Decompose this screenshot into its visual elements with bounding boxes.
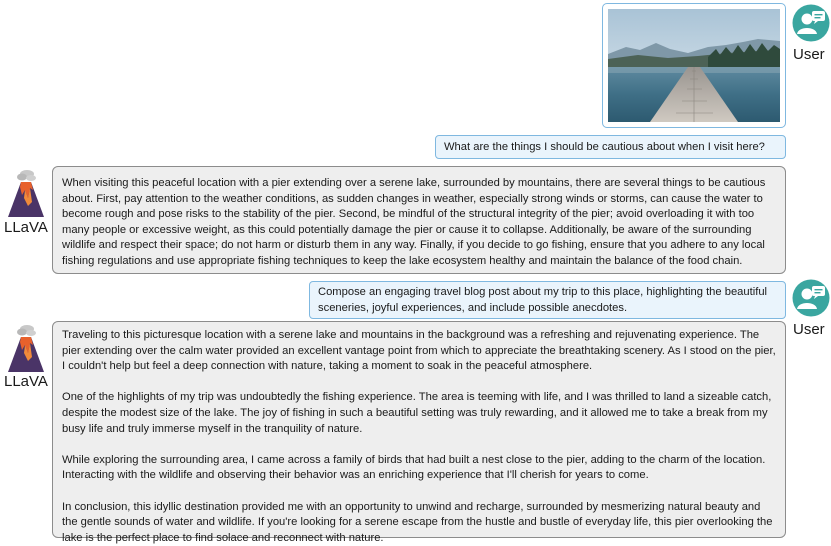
assistant-message-1 (52, 166, 786, 274)
lake-pier-photo (608, 9, 780, 122)
user-message-text: Compose an engaging travel blog post about my trip to this place, highlighting the beautiful sceneries, joyful experiences, and include possible anecdotes. (318, 286, 768, 314)
user-avatar (792, 279, 830, 317)
user-label: User (793, 321, 825, 338)
assistant-message-2 (52, 321, 786, 544)
user-message-2 (309, 281, 786, 319)
user-chat-avatar-icon (792, 4, 830, 42)
user-avatar (792, 4, 830, 42)
user-message-1 (435, 135, 786, 159)
llava-label: LLaVA (4, 219, 48, 236)
assistant-paragraph-4: In conclusion, this idyllic destination provided me with an opportunity to unwind and recharge, surrounded by mesmerizing natural beauty and the gentle sounds of water and wildlife. If you're looking for a serene escape from the hustle and bustle of everyday life, this pier overlooking the lake is the perfect place to find solace and reconnect with nature. (62, 500, 773, 544)
llava-volcano-logo (4, 168, 48, 218)
assistant-paragraph-3: While exploring the surrounding area, I came across a family of birds that had built a nest close to the pier, adding to the charm of the location. Interacting with the wildlife and observing their behavior was an enriching experience that I'll cherish for years to come. (62, 453, 766, 482)
llava-volcano-logo (4, 323, 48, 373)
llava-avatar (4, 323, 48, 373)
assistant-paragraph-1: Traveling to this picturesque location with a serene lake and mountains in the background was a refreshing and rejuvenating experience. The pier extending over the calm water provided an excellent vantage point from which to appreciate the breathtaking scenery. As I stood on the pier, I couldn't help but feel a deep connection with nature, taking a moment to soak in the peaceful atmosphere. (62, 329, 776, 373)
user-label: User (793, 46, 825, 63)
assistant-paragraph-2: One of the highlights of my trip was undoubtedly the fishing experience. The area is teeming with life, and I was thrilled to land a sizeable catch, despite the modest size of the lake. The joy of fishing in such a beautiful setting was truly rewarding, and it allowed me to take a break from my busy life and truly immerse myself in the tranquility of nature. (62, 391, 772, 435)
user-message-text: What are the things I should be cautious about when I visit here? (444, 141, 765, 153)
assistant-message-text: When visiting this peaceful location with a pier extending over a serene lake, surrounded by mountains, there are several things to be cautious about. First, pay attention to the weather conditions, as sudden changes in weather, especially strong winds or storms, can cause the water to become rough and pose risks to the stability of the pier. Second, be mindful of the structural integrity of the pier; avoid overloading it with too many people or excessive weight, as this could potentially damage the pier or cause it to collapse. Additionally, be aware of the surrounding wildlife and respect their space; do not harm or disturb them in any way. Finally, if you decide to go fishing, ensure that you adhere to any local fishing regulations and use appropriate fishing techniques to keep the lake ecosystem healthy and maintain the balance of the food chain. (62, 177, 766, 267)
llava-avatar (4, 168, 48, 218)
attached-image-frame (602, 3, 786, 128)
user-chat-avatar-icon (792, 279, 830, 317)
llava-label: LLaVA (4, 373, 48, 390)
